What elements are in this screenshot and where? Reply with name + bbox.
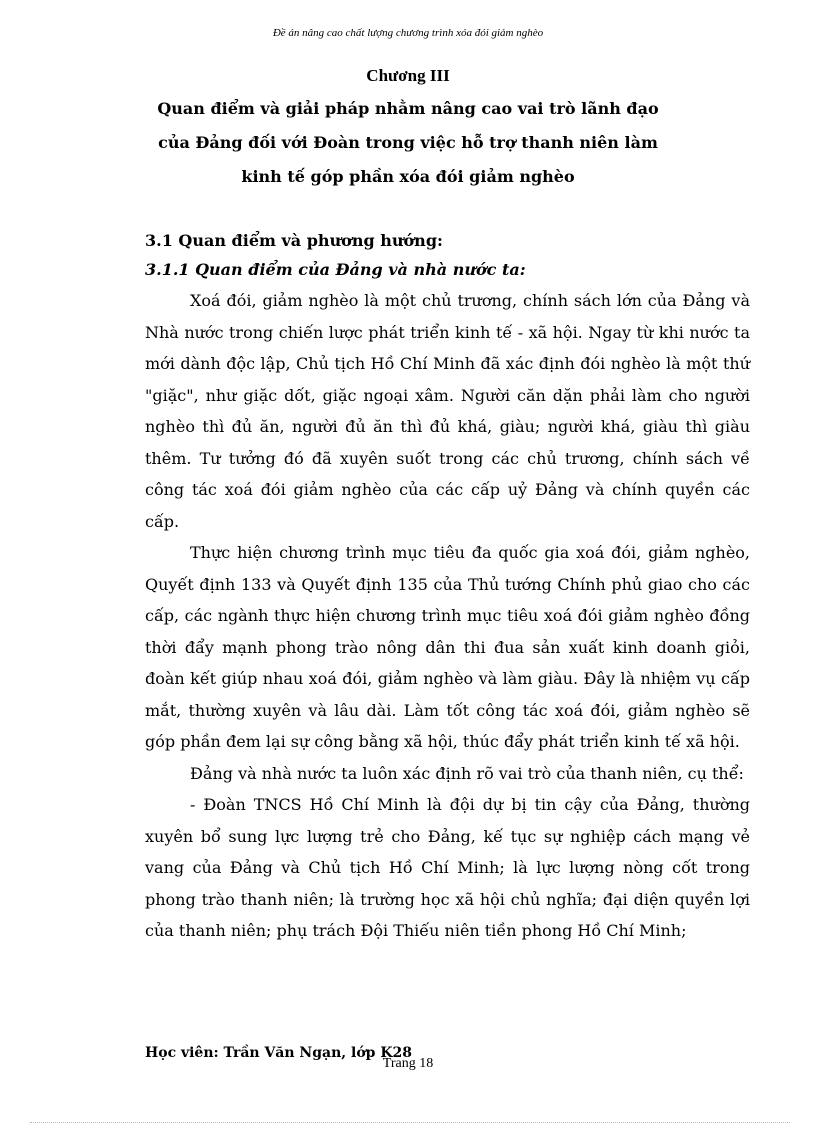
paragraph: Thực hiện chương trình mục tiêu đa quốc gia xoá đói, giảm nghèo, Quyết định 133 và Quyết định 135 của Thủ tướng Chính phủ giao cho các cấp, các ngành thực hiện chương trình mục tiêu xoá đói giảm nghèo đồng thời đẩy mạnh phong trào nông dân thi đua sản xuất kinh doanh giỏi, đoàn kết giúp nhau xoá đói, giảm nghèo và làm giàu. Đây là nhiệm vụ cấp mắt, thường xuyên và lâu dài. Làm tốt công tác xoá đói, giảm nghèo sẽ góp phần đem lại sự công bằng xã hội, thúc đẩy phát triển kinh tế xã hội. (145, 543, 750, 751)
running-header: Đề án nâng cao chất lượng chương trình xóa đói giảm nghèo (272, 27, 544, 39)
chapter-title: Quan điểm và giải pháp nhằm nâng cao vai trò lãnh đạo của Đảng đối với Đoàn trong việc hỗ trợ thanh niên làm kinh tế góp phần xóa đói giảm nghèo (157, 99, 659, 186)
chapter-label: Chương III (366, 66, 450, 85)
section-heading: 3.1 Quan điểm và phương hướng: (145, 231, 443, 250)
footer-student: Học viên: Trần Văn Ngạn, lớp K28 (145, 1045, 412, 1061)
paragraph: - Đoàn TNCS Hồ Chí Minh là đội dự bị tin cậy của Đảng, thường xuyên bổ sung lực lượng trẻ cho Đảng, kế tục sự nghiệp cách mạng vẻ vang của Đảng và Chủ tịch Hồ Chí Minh; là lực lượng nòng cốt trong phong trào thanh niên; là trường học xã hội chủ nghĩa; đại diện quyền lợi của thanh niên; phụ trách Đội Thiếu niên tiền phong Hồ Chí Minh; (145, 795, 750, 940)
body-text (145, 285, 750, 947)
paragraph: Đảng và nhà nước ta luôn xác định rõ vai trò của thanh niên, cụ thể: (190, 763, 744, 783)
paragraph: Xoá đói, giảm nghèo là một chủ trương, chính sách lớn của Đảng và Nhà nước trong chiến lược phát triển kinh tế - xã hội. Ngay từ khi nước ta mới dành độc lập, Chủ tịch Hồ Chí Minh đã xác định đói nghèo là một thứ "giặc", như giặc dốt, giặc ngoại xâm. Người căn dặn phải làm cho người nghèo thì đủ ăn, người đủ ăn thì đủ khá, giàu; người khá, giàu thì giàu thêm. Tư tưởng đó đã xuyên suốt trong các chủ trương, chính sách về công tác xoá đói giảm nghèo của các cấp uỷ Đảng và chính quyền các cấp. (145, 291, 750, 531)
page-number: Trang 18 (382, 1056, 434, 1071)
subsection-heading: 3.1.1 Quan điểm của Đảng và nhà nước ta: (145, 260, 526, 279)
